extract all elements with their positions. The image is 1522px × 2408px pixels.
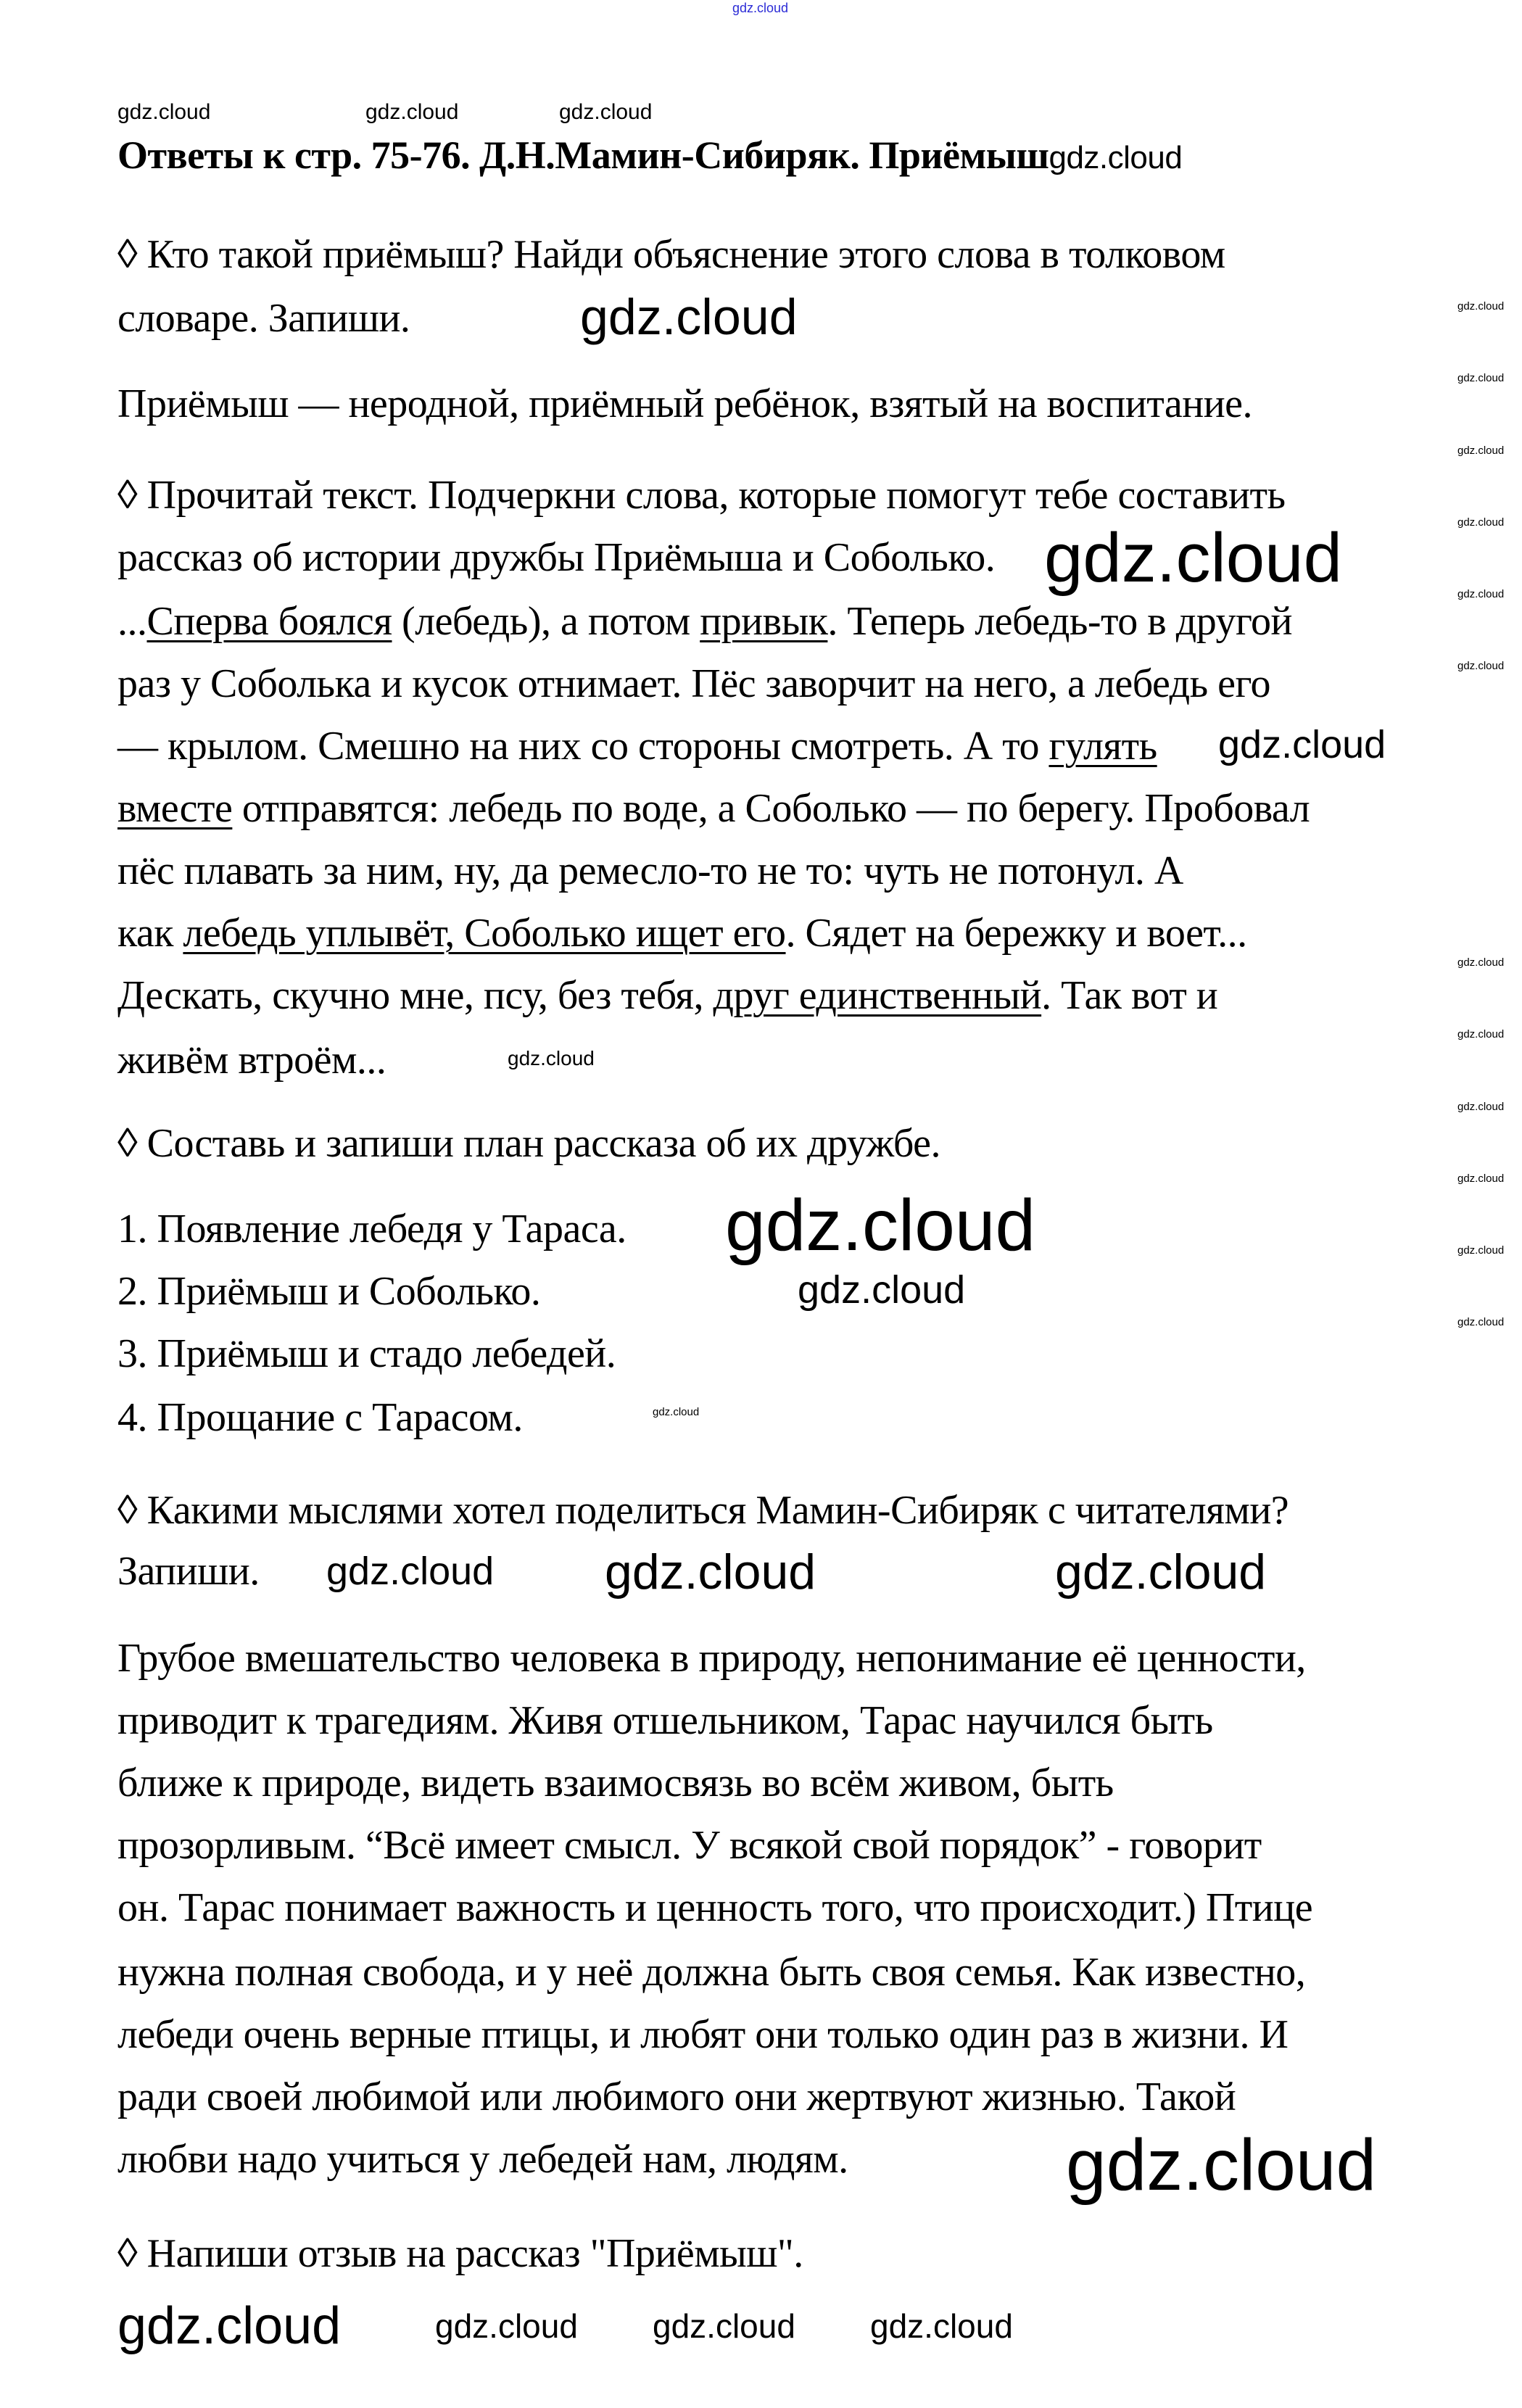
text-segment: как <box>117 911 183 956</box>
answer-line <box>117 1695 1213 1747</box>
watermark: gdz.cloud <box>1049 140 1183 175</box>
watermark: gdz.cloud <box>559 100 653 124</box>
text-segment: 2. Приёмыш и Соболько. <box>117 1269 541 1314</box>
question-line <box>117 1484 1289 1536</box>
text-segment: . Сядет на бережку и воет... <box>785 911 1247 956</box>
question-line <box>117 292 410 344</box>
text-segment: нужна полная свобода, и у неё должна быть своя семья. Как известно, <box>117 1950 1306 1995</box>
text-segment: словаре. Запиши. <box>117 296 410 341</box>
watermark: gdz.cloud <box>798 1268 966 1312</box>
passage-line <box>117 595 1292 647</box>
underlined-phrase: вместе <box>117 786 233 831</box>
question-line <box>117 531 995 584</box>
watermark: gdz.cloud <box>580 289 798 345</box>
answer-line <box>117 1328 616 1380</box>
passage-line <box>117 907 1247 959</box>
answer-line <box>117 1882 1312 1934</box>
watermark: gdz.cloud <box>1044 519 1342 597</box>
watermark: gdz.cloud <box>725 1185 1036 1266</box>
text-segment: ◊ Напиши отзыв на рассказ "Приёмыш". <box>117 2231 803 2276</box>
underlined-phrase: лебедь уплывёт, Соболько ищет его <box>183 911 786 956</box>
text-segment: Приёмыш — неродной, приёмный ребёнок, взятый на воспитание. <box>117 381 1253 426</box>
answer-line <box>117 2071 1236 2123</box>
watermark: gdz.cloud <box>1457 1028 1505 1040</box>
text-segment: любви надо учиться у лебедей нам, людям. <box>117 2137 848 2182</box>
text-segment: прозорливым. “Всё имеет смысл. У всякой свой порядок” - говорит <box>117 1823 1262 1868</box>
answer-line <box>117 2133 848 2185</box>
text-segment: ◊ Какими мыслями хотел поделиться Мамин-Сибиряк с читателями? <box>117 1488 1289 1533</box>
question-line <box>117 469 1285 521</box>
watermark: gdz.cloud <box>1457 372 1505 384</box>
question-line <box>117 2227 803 2280</box>
watermark: gdz.cloud <box>1457 444 1505 457</box>
answer-line <box>117 1632 1306 1684</box>
text-segment: ради своей любимой или любимого они жертвуют жизнью. Такой <box>117 2074 1236 2119</box>
underlined-phrase: привык <box>700 599 828 644</box>
watermark: gdz.cloud <box>605 1544 816 1600</box>
watermark: gdz.cloud <box>365 100 459 124</box>
text-segment: ◊ Кто такой приёмыш? Найди объяснение этого слова в толковом <box>117 232 1225 277</box>
answer-line <box>117 2008 1288 2061</box>
watermark: gdz.cloud <box>117 2297 342 2355</box>
watermark: gdz.cloud <box>1457 300 1505 313</box>
answer-line <box>117 1757 1114 1809</box>
answer-line <box>117 1946 1305 1998</box>
title-text: Ответы к стр. 75-76. Д.Н.Мамин-Сибиряк. Приёмыш <box>117 133 1049 177</box>
watermark: gdz.cloud <box>1457 1244 1505 1257</box>
watermark: gdz.cloud <box>732 1 789 15</box>
answer-line <box>117 378 1252 430</box>
text-segment: он. Тарас понимает важность и ценность того, что происходит.) Птице <box>117 1885 1313 1930</box>
answer-line <box>117 1391 523 1444</box>
watermark: gdz.cloud <box>508 1047 595 1069</box>
text-segment: рассказ об истории дружбы Приёмыша и Соболько. <box>117 535 996 580</box>
watermark: gdz.cloud <box>653 2307 795 2345</box>
text-segment: 4. Прощание с Тарасом. <box>117 1395 523 1440</box>
watermark: gdz.cloud <box>1457 956 1505 969</box>
page-title <box>117 129 1182 181</box>
text-segment: Грубое вмешательство человека в природу, непонимание её ценности, <box>117 1636 1306 1681</box>
watermark: gdz.cloud <box>1066 2124 1377 2206</box>
passage-line <box>117 782 1310 835</box>
text-segment: 1. Появление лебедя у Тараса. <box>117 1207 626 1251</box>
question-line <box>117 1117 940 1170</box>
text-segment: — крылом. Смешно на них со стороны смотреть. А то <box>117 724 1049 769</box>
text-segment: . Так вот и <box>1041 973 1218 1018</box>
text-segment: (лебедь), а потом <box>392 599 700 644</box>
answer-line <box>117 1265 540 1317</box>
answer-line <box>117 1819 1262 1871</box>
text-segment: 3. Приёмыш и стадо лебедей. <box>117 1331 616 1376</box>
watermark: gdz.cloud <box>1457 660 1505 672</box>
text-segment: ближе к природе, видеть взаимосвязь во всём живом, быть <box>117 1761 1114 1805</box>
text-segment: пёс плавать за ним, ну, да ремесло-то не то: чуть не потонул. А <box>117 848 1183 893</box>
question-line <box>117 228 1225 281</box>
passage-line <box>117 720 1157 772</box>
text-segment: ... <box>117 599 147 644</box>
text-segment: приводит к трагедиям. Живя отшельником, Тарас научился быть <box>117 1698 1213 1743</box>
text-segment: живём втроём... <box>117 1038 386 1083</box>
passage-line <box>117 1034 386 1086</box>
text-segment: Дескать, скучно мне, псу, без тебя, <box>117 973 714 1018</box>
underlined-phrase: Сперва боялся <box>146 599 392 644</box>
text-segment: лебеди очень верные птицы, и любят они только один раз в жизни. И <box>117 2012 1289 2057</box>
watermark: gdz.cloud <box>1457 1172 1505 1185</box>
watermark: gdz.cloud <box>1055 1544 1267 1600</box>
passage-line <box>117 969 1217 1022</box>
passage-line <box>117 845 1183 897</box>
watermark: gdz.cloud <box>117 100 211 124</box>
watermark: gdz.cloud <box>653 1406 700 1418</box>
text-segment: отправятся: лебедь по воде, а Соболько — по берегу. Пробовал <box>232 786 1310 831</box>
text-segment: ◊ Прочитай текст. Подчеркни слова, которые помогут тебе составить <box>117 473 1286 518</box>
watermark: gdz.cloud <box>1457 1316 1505 1328</box>
watermark: gdz.cloud <box>1457 516 1505 529</box>
question-line <box>117 1545 260 1597</box>
text-segment: раз у Соболька и кусок отнимает. Пёс заворчит на него, а лебедь его <box>117 661 1271 706</box>
text-segment: Запиши. <box>117 1549 260 1594</box>
watermark: gdz.cloud <box>326 1550 495 1593</box>
underlined-phrase: гулять <box>1049 724 1157 769</box>
answer-line <box>117 1203 626 1255</box>
watermark: gdz.cloud <box>1457 1101 1505 1113</box>
watermark: gdz.cloud <box>870 2307 1013 2345</box>
watermark: gdz.cloud <box>1218 723 1386 766</box>
text-segment: ◊ Составь и запиши план рассказа об их дружбе. <box>117 1121 941 1166</box>
text-segment: . Теперь лебедь-то в другой <box>827 599 1293 644</box>
passage-line <box>117 658 1270 710</box>
watermark: gdz.cloud <box>1457 588 1505 600</box>
watermark: gdz.cloud <box>435 2307 578 2345</box>
underlined-phrase: друг единственный <box>713 973 1042 1018</box>
